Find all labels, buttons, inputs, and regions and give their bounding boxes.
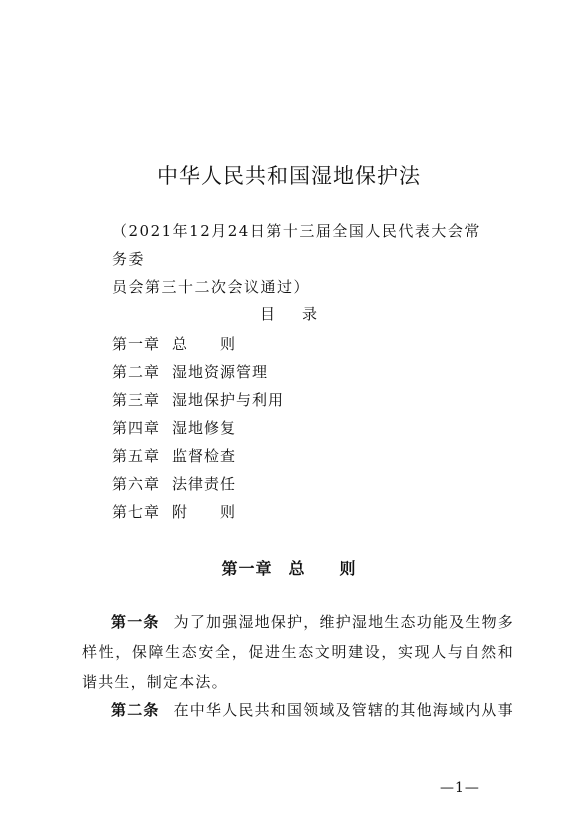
article-text: 在中华人民共和国领域及管辖的其他海域内从事 — [173, 701, 514, 719]
toc-chapter-number: 第一章 — [112, 335, 161, 353]
toc-chapter-number: 第三章 — [112, 391, 161, 409]
toc-heading-left: 目 — [259, 305, 276, 323]
adoption-note-line-2: 员会第三十二次会议通过） — [112, 278, 311, 296]
toc-item — [112, 442, 284, 470]
toc-item — [112, 358, 284, 386]
table-of-contents — [112, 330, 284, 526]
toc-chapter-title: 法律责任 — [172, 475, 237, 493]
toc-chapter-number: 第七章 — [112, 503, 161, 521]
toc-chapter-number: 第五章 — [112, 447, 161, 465]
adoption-note — [112, 217, 482, 301]
toc-chapter-number: 第四章 — [112, 419, 161, 437]
toc-chapter-number: 第六章 — [112, 475, 161, 493]
chapter-number: 第一章 — [221, 559, 273, 578]
article-paragraph — [82, 607, 514, 697]
article-paragraph — [82, 695, 514, 725]
chapter-heading — [0, 556, 578, 579]
toc-item — [112, 330, 284, 358]
document-title: 中华人民共和国湿地保护法 — [157, 164, 421, 188]
toc-chapter-title: 附 则 — [172, 503, 237, 521]
toc-item — [112, 498, 284, 526]
toc-chapter-title: 监督检查 — [172, 447, 237, 465]
toc-chapter-title: 湿地资源管理 — [172, 363, 269, 381]
toc-item — [112, 386, 284, 414]
toc-chapter-title: 湿地修复 — [172, 419, 237, 437]
toc-chapter-title: 湿地保护与利用 — [172, 391, 285, 409]
article-number: 第一条 — [111, 613, 160, 631]
article-text: 为了加强湿地保护，维护湿地生态功能及生物多样性，保障生态安全，促进生态文明建设，实现人与自然和谐共生，制定本法。 — [82, 613, 514, 691]
toc-heading-right: 录 — [302, 305, 319, 323]
page-number: —1— — [440, 780, 480, 796]
adoption-note-line-1: （2021年12月24日第十三届全国人民代表大会常务委 — [112, 222, 481, 268]
toc-chapter-title: 总 则 — [172, 335, 237, 353]
toc-heading — [0, 303, 578, 324]
chapter-title: 总 则 — [288, 559, 357, 578]
toc-item — [112, 414, 284, 442]
toc-item — [112, 470, 284, 498]
toc-chapter-number: 第二章 — [112, 363, 161, 381]
article-number: 第二条 — [111, 701, 160, 719]
